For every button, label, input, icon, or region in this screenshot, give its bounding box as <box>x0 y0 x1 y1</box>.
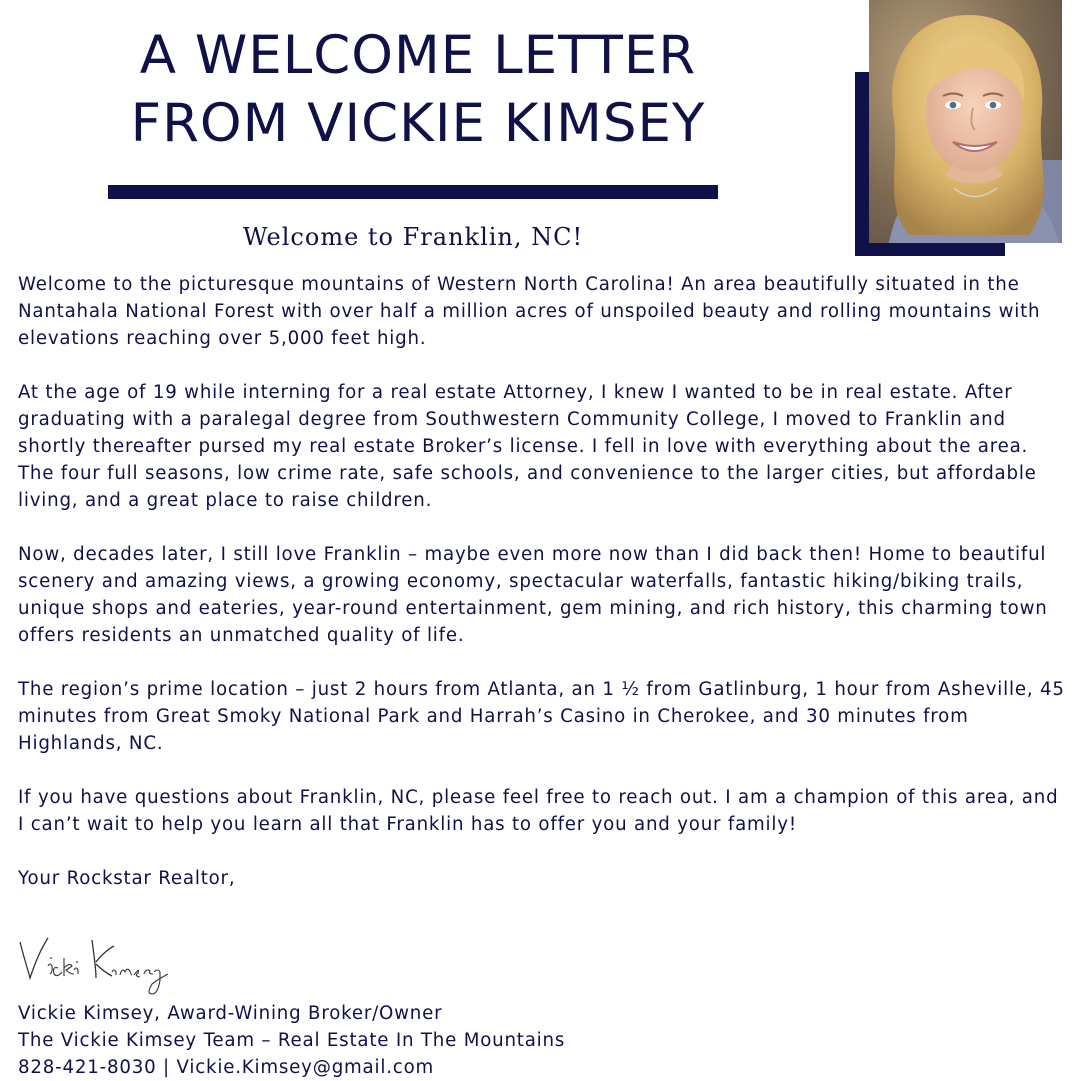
letter-paragraph-3: Now, decades later, I still love Franklin – maybe even more now than I did back then! Home to beautiful scenery and amazing views, a growing economy, spectacular waterfalls, fantastic hiking/biking trails, unique shops and eateries, year-round entertainment, gem mining, and rich history, this charming town offers residents an unmatched quality of life. <box>18 544 1048 646</box>
contact-block <box>18 1000 1068 1081</box>
handwritten-signature <box>14 928 174 1002</box>
letter-subtitle: Welcome to Franklin, NC! <box>242 223 584 251</box>
contact-team-line: The Vickie Kimsey Team – Real Estate In The Mountains <box>18 1030 566 1051</box>
portrait-photo <box>869 0 1062 243</box>
portrait-illustration <box>869 0 1062 243</box>
letter-paragraph-5: If you have questions about Franklin, NC, please feel free to reach out. I am a champion of this area, and I can’t wait to help you learn all that Franklin has to offer you and your family! <box>18 787 1059 835</box>
title-line-1: A WELCOME LETTER <box>139 25 697 86</box>
letter-title <box>60 22 776 158</box>
contact-name-line: Vickie Kimsey, Award-Wining Broker/Owner <box>18 1003 443 1024</box>
letter-closing: Your Rockstar Realtor, <box>18 868 236 889</box>
letter-body <box>18 271 1068 919</box>
title-underline-bar <box>108 185 718 199</box>
letter-paragraph-1: Welcome to the picturesque mountains of Western North Carolina! An area beautifully situated in the Nantahala National Forest with over half a million acres of unspoiled beauty and rolling mountains with elevations reaching over 5,000 feet high. <box>18 274 1041 349</box>
contact-phone-email-line: 828-421-8030 | Vickie.Kimsey@gmail.com <box>18 1057 435 1078</box>
letter-paragraph-2: At the age of 19 while interning for a real estate Attorney, I knew I wanted to be in real estate. After graduating with a paralegal degree from Southwestern Community College, I moved to Franklin and shortly thereafter pursed my real estate Broker’s license. I fell in love with everything about the area. The four full seasons, low crime rate, safe schools, and convenience to the larger cities, but affordable living, and a great place to raise children. <box>18 382 1037 511</box>
letter-paragraph-4: The region’s prime location – just 2 hours from Atlanta, an 1 ½ from Gatlinburg, 1 hour from Asheville, 45 minutes from Great Smoky National Park and Harrah’s Casino in Cherokee, and 30 minutes from Highlands, NC. <box>18 679 1065 754</box>
title-line-2: FROM VICKIE KIMSEY <box>130 93 706 154</box>
